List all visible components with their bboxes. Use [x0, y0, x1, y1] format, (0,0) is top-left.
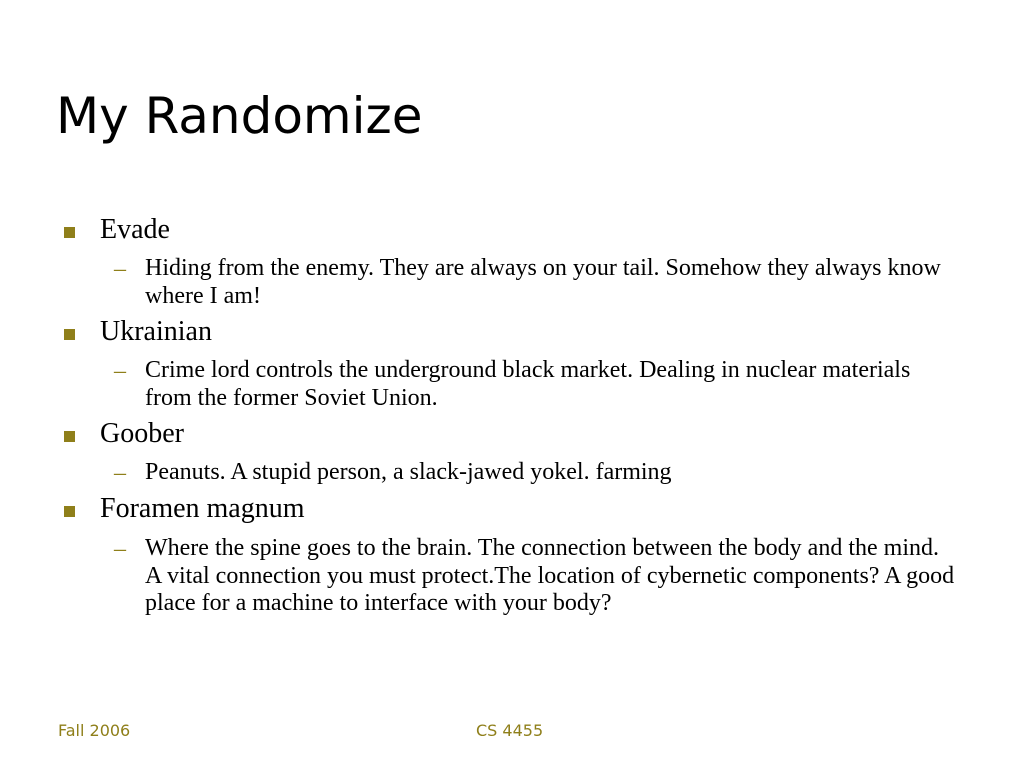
- dash-bullet-icon: –: [114, 536, 126, 562]
- bullet-description: Where the spine goes to the brain. The connection between the body and the mind. A vital connection you must protect.The location of cybernetic components? A good place for a machine to interface with your body?: [145, 535, 955, 616]
- bullet-description: Hiding from the enemy. They are always on your tail. Somehow they always know where I am!: [145, 255, 941, 309]
- bullet-description: Peanuts. A stupid person, a slack-jawed yokel. farming: [145, 459, 672, 485]
- square-bullet-icon: [64, 329, 75, 340]
- bullet-heading: Goober: [100, 418, 184, 449]
- dash-bullet-icon: –: [114, 460, 126, 486]
- square-bullet-icon: [64, 227, 75, 238]
- square-bullet-icon: [64, 506, 75, 517]
- footer-course: CS 4455: [476, 721, 544, 740]
- slide-title: My Randomize: [56, 87, 423, 145]
- bullet-heading: Foramen magnum: [100, 493, 305, 524]
- bullet-heading: Ukrainian: [100, 316, 212, 347]
- square-bullet-icon: [64, 431, 75, 442]
- bullet-description: Crime lord controls the underground black market. Dealing in nuclear materials from the former Soviet Union.: [145, 357, 911, 411]
- dash-bullet-icon: –: [114, 256, 126, 282]
- bullet-heading: Evade: [100, 214, 170, 245]
- dash-bullet-icon: –: [114, 358, 126, 384]
- footer-date: Fall 2006: [58, 721, 131, 740]
